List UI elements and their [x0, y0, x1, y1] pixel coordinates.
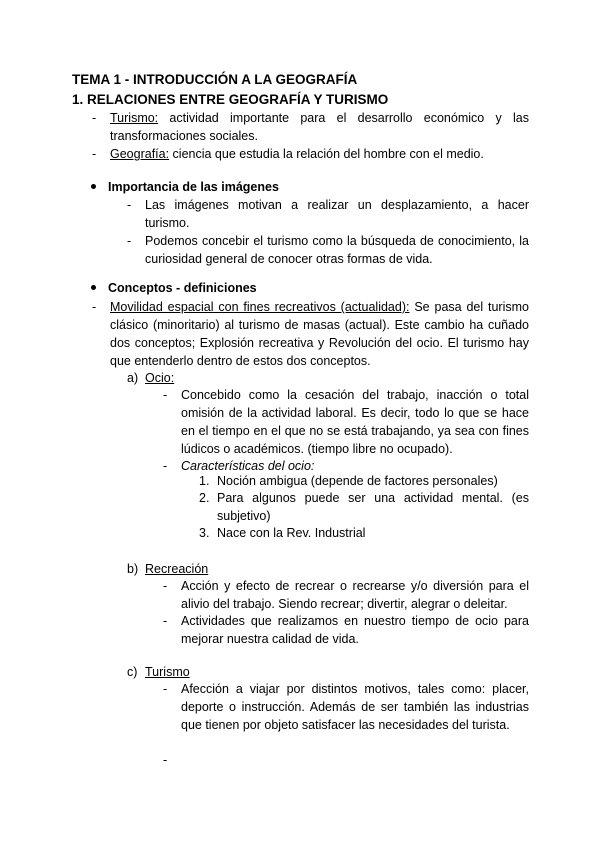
section-heading: 1. RELACIONES ENTRE GEOGRAFÍA Y TURISMO — [72, 92, 389, 107]
subsection-heading: Importancia de las imágenes — [108, 180, 279, 194]
numbered-item: 1. Noción ambigua (depende de factores personales) — [199, 474, 498, 488]
document-title: TEMA 1 - INTRODUCCIÓN A LA GEOGRAFÍA — [72, 72, 358, 87]
subtopic-label: Turismo — [145, 665, 190, 679]
list-item: - Concebido como la cesación del trabajo, inacción o total omisión de la actividad laboral. Es decir, todo lo que se hace en el tiempo en el que no se está trabajando, ya sea con fines lúdicos o académicos. (tiempo libre no ocupado). — [163, 388, 529, 456]
list-item: - Características del ocio: — [163, 459, 315, 473]
list-item: - Acción y efecto de recrear o recrearse y/o diversión para el alivio del trabajo. Siendo recrear; divertir, alegrar o deleitar. — [163, 579, 529, 611]
list-item: - Afección a viajar por distintos motivos, tales como: placer, deporte o instrucción. Además de ser también las industrias que tienen por objeto satisfacer las necesidades del turista. — [163, 682, 529, 732]
list-letter: b) — [127, 562, 139, 576]
bullet-icon — [91, 285, 96, 290]
list-item: - Geografía: ciencia que estudia la relación del hombre con el medio. — [92, 147, 484, 161]
subtopic-label: Ocio: — [145, 371, 175, 385]
document-page: TEMA 1 - INTRODUCCIÓN A LA GEOGRAFÍA 1. RELACIONES ENTRE GEOGRAFÍA Y TURISMO - Turismo: actividad importante para el desarrollo económico y las transformaciones sociales. - Geografía: ciencia que estudia la relación del hombre con el medio. Importancia de las imágenes - Las imágenes motivan a realizar un desplazamiento, a hacer turismo. - Podemos concebir el turismo como la búsqueda de conocimiento, la curiosidad general de conocer otras formas de vida. Conceptos - definiciones - Movilidad espacial con fines recreativos (actualidad): Se pasa del turismo clásico (minoritario) al turismo de masas (actual). Este cambio ha cuñado dos conceptos; Explosión recreativa y Revolución del ocio. El turismo hay que entenderlo dentro de estos dos conceptos. a) Ocio: - Concebido como la cesación del trabajo, inacción o total omisión de la actividad laboral. Es decir, todo lo que se hace en el tiempo en el que no se está trabajando, ya sea con fines lúdicos o académicos. (tiempo libre no ocupado). - Características del ocio: 1. Noción ambigua (depende de factores personales) 2. Para algunos puede ser una actividad mental. (es subjetivo) 3. Nace con la Rev. Industrial b) Recreación - Acción y efecto de recrear o recrearse y/o diversión para el alivio del trabajo. Siendo recrear; divertir, alegrar o deleitar. - Actividades que realizamos en nuestro tiempo de ocio para mejorar nuestra calidad de vida. c) Turismo - Afección a viajar por distintos motivos, tales como: placer, deporte o instrucción. Además de ser también las industrias que tienen por objeto satisfacer las necesidades del turista. - — [72, 72, 529, 767]
list-item: - Actividades que realizamos en nuestro tiempo de ocio para mejorar nuestra calidad de vida. — [163, 614, 529, 646]
subsection-heading: Conceptos - definiciones — [108, 281, 257, 295]
list-item: - Las imágenes motivan a realizar un desplazamiento, a hacer turismo. — [127, 198, 529, 230]
list-item: - Podemos concebir el turismo como la búsqueda de conocimiento, la curiosidad general de conocer otras formas de vida. — [127, 234, 529, 266]
numbered-item: 2. Para algunos puede ser una actividad mental. (es subjetivo) — [199, 491, 529, 523]
bullet-icon — [91, 184, 96, 189]
subtopic-label: Recreación — [145, 562, 209, 576]
numbered-item: 3. Nace con la Rev. Industrial — [199, 526, 366, 540]
list-item: - Turismo: actividad importante para el desarrollo económico y las transformaciones sociales. — [92, 111, 529, 143]
term: Geografía: — [110, 147, 170, 161]
list-letter: a) — [127, 371, 139, 385]
list-item: - Movilidad espacial con fines recreativos (actualidad): Se pasa del turismo clásico (minoritario) al turismo de masas (actual). Este cambio ha cuñado dos conceptos; Explosión recreativa y Revolución del ocio. El turismo hay que entenderlo dentro de estos dos conceptos. — [92, 300, 529, 368]
term: Turismo: — [110, 111, 159, 125]
list-letter: c) — [127, 665, 138, 679]
term: Movilidad espacial con fines recreativos (actualidad): — [110, 300, 410, 314]
